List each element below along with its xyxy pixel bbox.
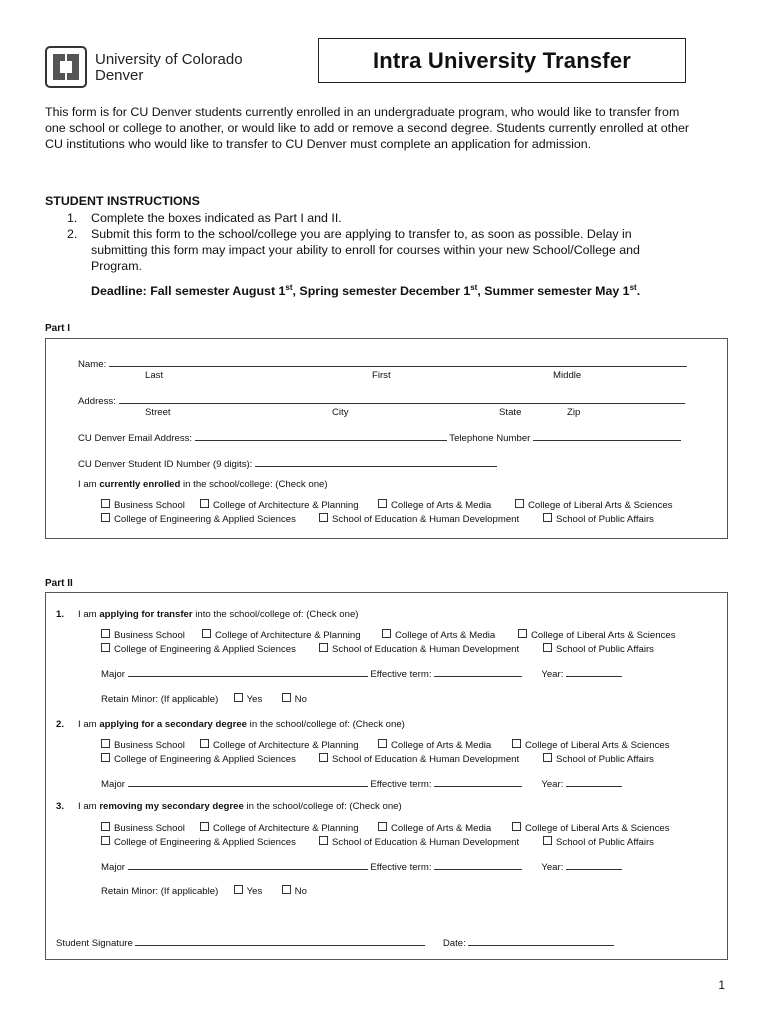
- s2-checkbox-education[interactable]: School of Education & Human Development: [319, 753, 519, 765]
- student-id-row: CU Denver Student ID Number (9 digits):: [78, 457, 497, 470]
- checkbox-icon[interactable]: [543, 513, 552, 522]
- instruction-item: [45, 226, 685, 274]
- s2-checkbox-engineering[interactable]: College of Engineering & Applied Sciences: [101, 753, 296, 765]
- s3-checkbox-liberal-arts[interactable]: College of Liberal Arts & Sciences: [512, 822, 670, 834]
- checkbox-icon[interactable]: [319, 836, 328, 845]
- s3-major-field[interactable]: [128, 860, 368, 870]
- checkbox-arts-media[interactable]: College of Arts & Media: [378, 499, 491, 511]
- s1-minor-row: Retain Minor: (If applicable) Yes No: [101, 694, 307, 705]
- section-2-number: 2.: [56, 719, 65, 730]
- checkbox-icon[interactable]: [512, 822, 521, 831]
- s2-checkbox-business-school[interactable]: Business School: [101, 739, 185, 751]
- checkbox-icon[interactable]: [515, 499, 524, 508]
- checkbox-icon[interactable]: [101, 643, 110, 652]
- instruction-item: [45, 210, 685, 226]
- s1-minor-yes[interactable]: Yes: [234, 694, 263, 705]
- section-3-prompt: I am removing my secondary degree in the school/college of: (Check one): [78, 801, 402, 812]
- s3-minor-no[interactable]: No: [282, 886, 307, 897]
- s2-major-field[interactable]: [128, 777, 368, 787]
- checkbox-icon[interactable]: [543, 643, 552, 652]
- s2-checkbox-arts-media[interactable]: College of Arts & Media: [378, 739, 491, 751]
- address-sub-zip: Zip: [567, 407, 581, 418]
- checkbox-icon[interactable]: [512, 739, 521, 748]
- s1-checkbox-arts-media[interactable]: College of Arts & Media: [382, 629, 495, 641]
- s1-checkbox-liberal-arts[interactable]: College of Liberal Arts & Sciences: [518, 629, 676, 641]
- instructions-list: [45, 210, 685, 274]
- s3-minor-yes[interactable]: Yes: [234, 886, 263, 897]
- section-2-prompt: I am applying for a secondary degree in the school/college of: (Check one): [78, 719, 405, 730]
- page-title: Intra University Transfer: [372, 47, 632, 73]
- part-2-label: Part II: [45, 578, 73, 589]
- instruction-text: Submit this form to the school/college you are applying to transfer to, as soon as possible. Delay in submitting this form may impact your ability to enroll for courses within your new School/College and Program.: [91, 227, 640, 273]
- checkbox-icon[interactable]: [543, 836, 552, 845]
- instruction-number: 2.: [67, 227, 78, 241]
- address-sub-city: City: [332, 407, 349, 418]
- s2-checkbox-architecture[interactable]: College of Architecture & Planning: [200, 739, 359, 751]
- s2-term-field[interactable]: [434, 777, 522, 787]
- s2-major-row: Major Effective term: Year:: [101, 777, 622, 790]
- s1-minor-no[interactable]: No: [282, 694, 307, 705]
- checkbox-public-affairs[interactable]: School of Public Affairs: [543, 513, 654, 525]
- s3-checkbox-business-school[interactable]: Business School: [101, 822, 185, 834]
- checkbox-icon[interactable]: [101, 513, 110, 522]
- s3-year-field[interactable]: [566, 860, 622, 870]
- checkbox-icon[interactable]: [200, 739, 209, 748]
- title-box: [318, 38, 686, 83]
- s1-checkbox-education[interactable]: School of Education & Human Development: [319, 643, 519, 655]
- address-field[interactable]: [119, 394, 685, 404]
- s2-checkbox-liberal-arts[interactable]: College of Liberal Arts & Sciences: [512, 739, 670, 751]
- checkbox-icon[interactable]: [234, 885, 243, 894]
- name-sub-middle: Middle: [553, 370, 582, 381]
- instruction-text: Complete the boxes indicated as Part I and II.: [91, 211, 342, 225]
- page-number: 1: [718, 978, 725, 992]
- checkbox-icon[interactable]: [382, 629, 391, 638]
- address-sub-state: State: [499, 407, 522, 418]
- checkbox-icon[interactable]: [101, 836, 110, 845]
- s2-year-field[interactable]: [566, 777, 622, 787]
- s1-major-field[interactable]: [128, 667, 368, 677]
- checkbox-icon[interactable]: [378, 822, 387, 831]
- s3-checkbox-public-affairs[interactable]: School of Public Affairs: [543, 836, 654, 848]
- phone-field[interactable]: [533, 431, 681, 441]
- logo-line-1: University of Colorado: [95, 51, 243, 68]
- checkbox-engineering[interactable]: College of Engineering & Applied Sciences: [101, 513, 296, 525]
- section-3-number: 3.: [56, 801, 65, 812]
- s2-checkbox-public-affairs[interactable]: School of Public Affairs: [543, 753, 654, 765]
- checkbox-icon[interactable]: [202, 629, 211, 638]
- name-sub-first: First: [372, 370, 391, 381]
- s1-checkbox-public-affairs[interactable]: School of Public Affairs: [543, 643, 654, 655]
- checkbox-education[interactable]: School of Education & Human Development: [319, 513, 519, 525]
- name-field[interactable]: [109, 357, 687, 367]
- deadline-text: Deadline: Fall semester August 1st, Spring semester December 1st, Summer semester May 1st.: [91, 283, 641, 299]
- checkbox-icon[interactable]: [518, 629, 527, 638]
- university-logo: [45, 46, 245, 90]
- checkbox-icon[interactable]: [200, 499, 209, 508]
- checkbox-icon[interactable]: [319, 513, 328, 522]
- s3-minor-row: Retain Minor: (If applicable) Yes No: [101, 886, 307, 897]
- s1-year-field[interactable]: [566, 667, 622, 677]
- checkbox-icon[interactable]: [378, 739, 387, 748]
- s3-term-field[interactable]: [434, 860, 522, 870]
- name-row: Name:: [78, 357, 687, 370]
- section-1-prompt: I am applying for transfer into the school/college of: (Check one): [78, 609, 359, 620]
- s1-term-field[interactable]: [434, 667, 522, 677]
- address-sub-street: Street: [145, 407, 171, 418]
- checkbox-icon[interactable]: [234, 693, 243, 702]
- email-field[interactable]: [195, 431, 447, 441]
- signature-row: Student Signature Date:: [56, 936, 614, 949]
- s3-checkbox-arts-media[interactable]: College of Arts & Media: [378, 822, 491, 834]
- signature-field[interactable]: [135, 936, 425, 946]
- checkbox-icon[interactable]: [378, 499, 387, 508]
- s3-checkbox-engineering[interactable]: College of Engineering & Applied Sciences: [101, 836, 296, 848]
- part-2-panel: [45, 592, 728, 960]
- email-phone-row: CU Denver Email Address: Telephone Number: [78, 431, 681, 444]
- instructions-heading: STUDENT INSTRUCTIONS: [45, 194, 200, 208]
- checkbox-icon[interactable]: [543, 753, 552, 762]
- s1-checkbox-architecture[interactable]: College of Architecture & Planning: [202, 629, 361, 641]
- checkbox-architecture[interactable]: College of Architecture & Planning: [200, 499, 359, 511]
- instruction-number: 1.: [67, 211, 78, 225]
- cu-logo-icon: [45, 46, 87, 88]
- checkbox-icon[interactable]: [101, 739, 110, 748]
- s1-checkbox-business-school[interactable]: Business School: [101, 629, 185, 641]
- s1-checkbox-engineering[interactable]: College of Engineering & Applied Sciences: [101, 643, 296, 655]
- date-field[interactable]: [468, 936, 614, 946]
- checkbox-business-school[interactable]: Business School: [101, 499, 185, 511]
- checkbox-icon[interactable]: [101, 499, 110, 508]
- s3-checkbox-education[interactable]: School of Education & Human Development: [319, 836, 519, 848]
- currently-enrolled-prompt: I am currently enrolled in the school/college: (Check one): [78, 479, 328, 490]
- checkbox-icon[interactable]: [319, 643, 328, 652]
- checkbox-liberal-arts[interactable]: College of Liberal Arts & Sciences: [515, 499, 673, 511]
- checkbox-icon[interactable]: [282, 885, 291, 894]
- address-row: Address:: [78, 394, 685, 407]
- s3-major-row: Major Effective term: Year:: [101, 860, 622, 873]
- s1-major-row: Major Effective term: Year:: [101, 667, 622, 680]
- checkbox-icon[interactable]: [319, 753, 328, 762]
- checkbox-icon[interactable]: [101, 822, 110, 831]
- checkbox-icon[interactable]: [282, 693, 291, 702]
- section-1-number: 1.: [56, 609, 65, 620]
- checkbox-icon[interactable]: [101, 753, 110, 762]
- checkbox-icon[interactable]: [200, 822, 209, 831]
- student-id-field[interactable]: [255, 457, 497, 467]
- intro-paragraph: This form is for CU Denver students currently enrolled in an undergraduate program, who would like to transfer from one school or college to another, or would like to add or remove a second degree. Students currently enrolled at other CU institutions who would like to transfer to CU Denver must complete an application for admission.: [45, 105, 690, 151]
- logo-line-2: Denver: [95, 67, 144, 84]
- checkbox-icon[interactable]: [101, 629, 110, 638]
- s3-checkbox-architecture[interactable]: College of Architecture & Planning: [200, 822, 359, 834]
- name-sub-last: Last: [145, 370, 164, 381]
- part-1-panel: [45, 338, 728, 539]
- part-1-label: Part I: [45, 323, 71, 334]
